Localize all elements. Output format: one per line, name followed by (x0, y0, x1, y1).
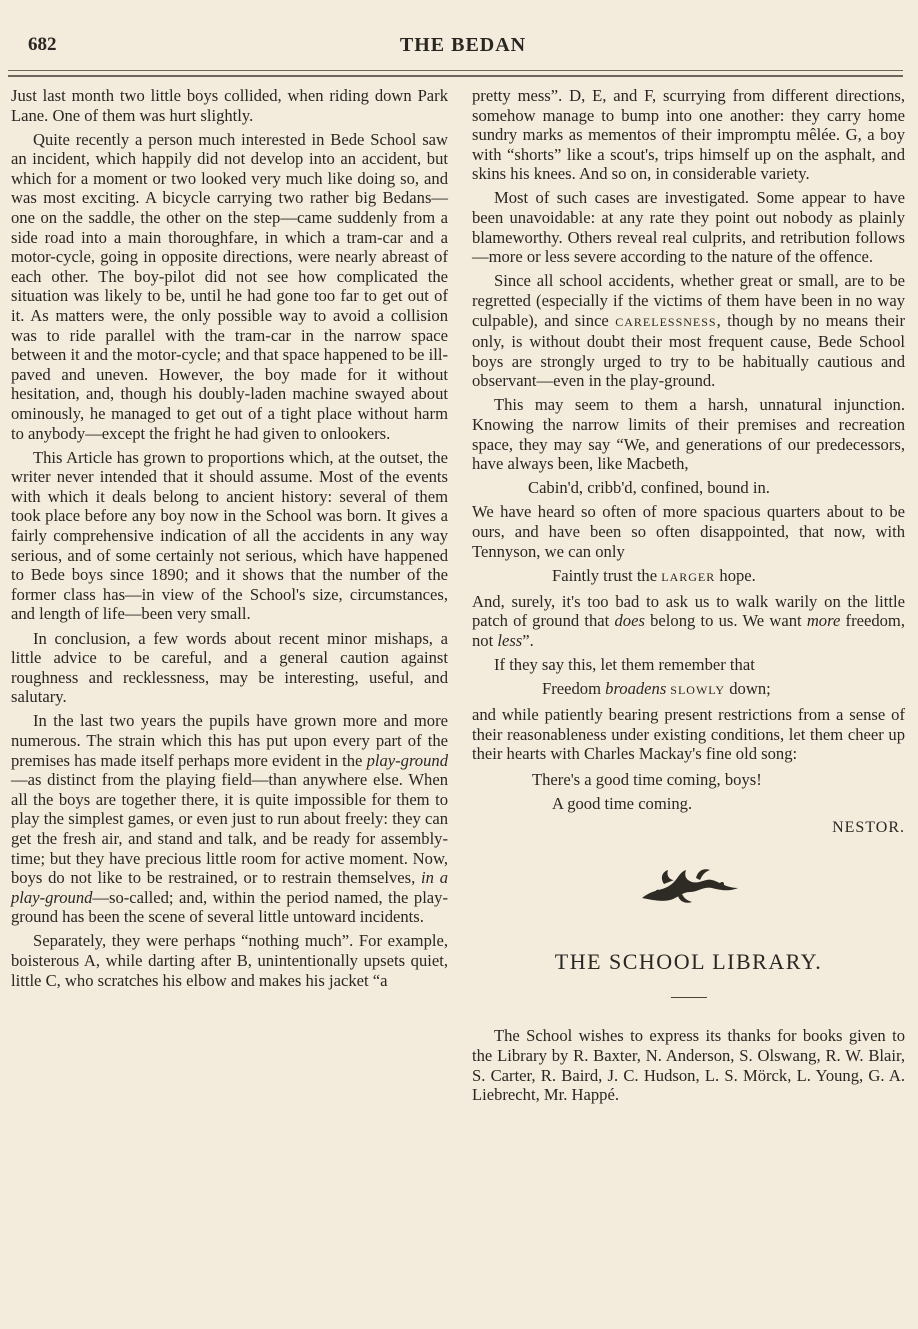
paragraph: Just last month two little boys collided, when riding down Park Lane. One of them was hurt slightly. (11, 86, 448, 125)
paragraph: If they say this, let them remember that (494, 655, 755, 675)
section-title: THE SCHOOL LIBRARY. (554, 948, 823, 974)
song-line: There's a good time coming, boys! (532, 770, 762, 789)
small-caps-text: CARELESSNESS (615, 314, 717, 329)
verse-line: Freedom broadens SLOWLY down; (542, 679, 771, 699)
paragraph: Most of such cases are investigated. Some appear to have been unavoidable: at any rate they point out nobody as plainly blameworthy. Others reveal real culprits, and retribution follows—more or less severe according to the nature of the offence. (472, 188, 905, 267)
emphasis: play-ground (366, 750, 448, 770)
paragraph: This Article has grown to proportions which, at the outset, the writer never intended that it should assume. Most of the events with which it deals belong to ancient history: several of them took place before any boy now in the School was born. It gives a fairly comprehensive indication of all the accidents in any way serious, and of some certainly not serious, which have happened to Bede boys since 1890; and it shows that the number of the former class has—in view of the School's size, circumstances, and length of life—been very small. (11, 447, 448, 624)
paragraph: The School wishes to express its thanks for books given to the Library by R. Baxter, N. Anderson, S. Olswang, R. W. Blair, S. Carter, R. Baird, J. C. Hudson, L. S. Mörck, L. Young, G. A. Liebrecht, Mr. Happé. (472, 1026, 905, 1105)
paragraph: In the last two years the pupils have grown more and more numerous. The strain which this has put upon every part of the premises has made itself perhaps more evident in the play-ground—as distinct from the playing field—than anywhere else. When all the boys are together there, it is quite impossible for them to play the simplest games, or even just to run about freely: they can get the fresh air, and stand and talk, and be ready for assembly-time; but they have precious little room for active moment. Now, boys do not like to be restrained, or to restrain themselves, in a play-ground—so-called; and, within the period named, the play-ground has been the scene of several little untoward incidents. (11, 711, 448, 927)
page-header (28, 34, 898, 60)
paragraph: This may seem to them a harsh, unnatural injunction. Knowing the narrow limits of their premises and recreation space, they may say “We, and generations of our predecessors, have always been, like Macbeth, (472, 395, 905, 474)
paragraph: In conclusion, a few words about recent minor mishaps, a little advice to be careful, and a general caution against roughness and recklessness, may be interesting, useful, and salutary. (11, 628, 448, 707)
left-column (11, 86, 448, 995)
verse-line: Cabin'd, cribb'd, confined, bound in. (528, 478, 770, 498)
paragraph: Separately, they were perhaps “nothing much”. For example, boisterous A, while darting after B, unintentionally upsets quiet, little C, who scratches his elbow and makes his jacket “a (11, 931, 448, 990)
page-number: 682 (28, 34, 57, 55)
header-divider (8, 70, 903, 77)
fleuron-ornament-icon (634, 858, 744, 908)
paragraph: Quite recently a person much interested in Bede School saw an incident, which happily did not develop into an accident, but which for a moment or two looked very much like doing so, and was most exciting. A bicycle carrying two rather big Bedans—one on the saddle, the other on the step—came suddenly from a side road into a main thoroughfare, in which a tram-car and a motor-cycle, going in opposite directions, were nearly abreast of each other. The boy-pilot did not see how complicated the situation was likely to be, until he had gone too far to get out of it. As matters were, the only possible way to avoid a collision was to ride parallel with the tram-car in the narrow space between it and the motor-cycle; and that space happened to be ill-paved and uneven. However, the boy made for it without hesitation, and, though his doubly-laden machine swayed about ominously, he managed to get out of a tight place without harm to anybody—except the fright he had given to onlookers. (11, 129, 448, 443)
right-column (472, 86, 905, 1109)
paragraph: and while patiently bearing present restrictions from a sense of their reasonableness under existing conditions, let them cheer up their hearts with Charles Mackay's fine old song: (472, 705, 905, 764)
paragraph: pretty mess”. D, E, and F, scurrying from different directions, somehow manage to bump into one another: they carry home sundry marks as mementos of their impromptu mêlée. G, a boy with “shorts” like a scout's, trips himself up on the asphalt, and skins his knees. And so on, in considerable variety. (472, 86, 905, 184)
song-line: A good time coming. (552, 794, 693, 814)
journal-title: THE BEDAN (399, 34, 527, 56)
paragraph: We have heard so often of more spacious quarters about to be ours, and have been so often disappointed, that now, with Tennyson, we can only (472, 502, 905, 561)
paragraph: Since all school accidents, whether great or small, are to be regretted (especially if the victims of them have been in no way culpable), and since CARELESSNESS, though by no means their only, is without doubt their most frequent cause, Bede School boys are strongly urged to try to be habitually cautious and observant—even in the play-ground. (472, 271, 905, 391)
emphasis: in a play-ground (11, 868, 448, 907)
section-divider (671, 997, 707, 998)
paragraph: And, surely, it's too bad to ask us to walk warily on the little patch of ground that does belong to us. We want more freedom, not less”. (472, 591, 905, 650)
signature: NESTOR. (832, 819, 905, 837)
verse-line: Faintly trust the LARGER hope. (552, 565, 756, 585)
